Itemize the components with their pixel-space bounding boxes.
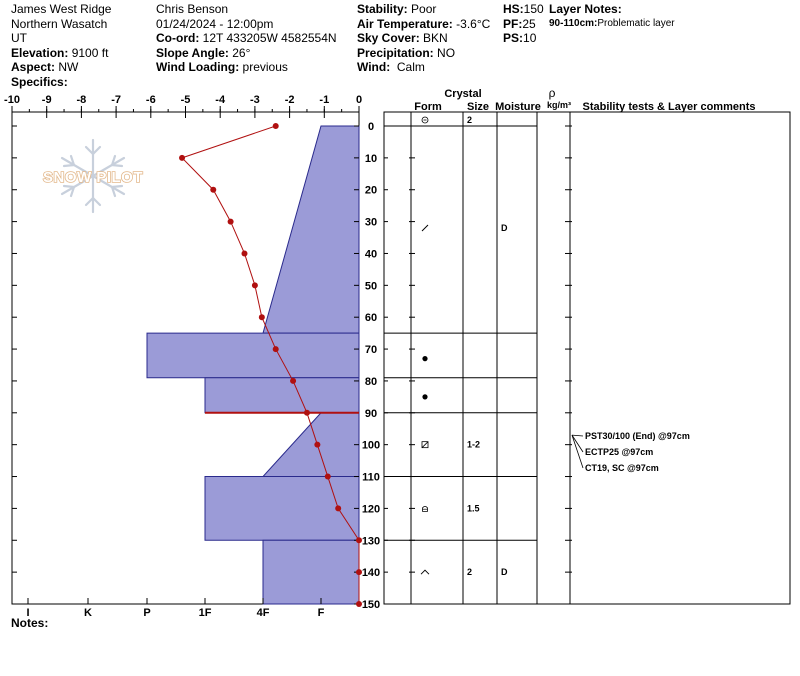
temperature-point [273, 346, 279, 352]
temperature-point [290, 378, 296, 384]
temp-tick-label: -10 [4, 94, 20, 106]
depth-tick-label: 90 [364, 407, 378, 420]
wind-loading: Wind Loading: previous [156, 60, 288, 74]
slope-angle: Slope Angle: 26° [156, 45, 251, 60]
temp-tick-label: -5 [180, 94, 191, 106]
mountain-range: Northern Wasatch [11, 16, 108, 31]
hardness-profile [147, 126, 359, 604]
hs: HS:150 [503, 2, 544, 16]
hardness-layer-1 [147, 333, 359, 378]
depth-tick-label: 40 [364, 248, 378, 261]
graupel-icon [422, 117, 428, 123]
temp-tick-label: -4 [215, 94, 226, 106]
crystal-size: 1-2 [467, 439, 481, 450]
temperature-point [273, 123, 279, 129]
stability-header: Stability tests & Layer comments [582, 101, 756, 113]
coordinates: Co-ord: 12T 433205W 4582554N [156, 31, 337, 45]
crystal-header: Crystal [444, 88, 482, 100]
datetime: 01/24/2024 - 12:00pm [156, 16, 274, 31]
location: James West Ridge [11, 2, 112, 16]
hardness-label: P [143, 607, 151, 619]
temp-tick-label: -7 [111, 94, 121, 106]
temp-tick-label: -2 [284, 94, 295, 106]
layer-notes-text: Problematic layer [597, 17, 675, 29]
depth-tick-label: 60 [364, 312, 378, 325]
stability-connector [572, 435, 583, 436]
depth-tick-label: 120 [361, 503, 381, 516]
form-header: Form [414, 101, 442, 113]
hardness-label: 1F [198, 607, 212, 619]
crystal-size: 2 [467, 567, 473, 578]
ice-icon [422, 356, 427, 361]
depth-tick-label: 0 [367, 121, 375, 133]
temp-tick-label: -8 [76, 94, 87, 106]
wind: Wind: Calm [357, 60, 425, 74]
stability-connector [572, 435, 583, 468]
temp-tick-label: -3 [250, 94, 260, 106]
temperature-point [252, 282, 258, 288]
sky-cover: Sky Cover: BKN [357, 31, 448, 45]
temperature-point [179, 155, 185, 161]
stability-test: PST30/100 (End) @97cm [585, 431, 690, 441]
size-header: Size [466, 101, 490, 113]
stability-test: CT19, SC @97cm [585, 463, 659, 473]
depth-tick-label: 80 [364, 375, 378, 388]
moisture-value: D [501, 567, 508, 578]
stability-connector [572, 435, 583, 452]
hardness-label: 4F [256, 607, 270, 619]
depth-tick-label: 130 [361, 535, 381, 548]
hardness-layer-2 [205, 378, 359, 413]
depth-tick-label: 150 [361, 599, 381, 611]
observer: Chris Benson [156, 2, 229, 16]
rho-header: ρ [548, 86, 556, 100]
depth-tick-label: 30 [364, 216, 378, 229]
moisture-header: Moisture [495, 101, 541, 113]
table-frame [384, 112, 790, 604]
depth-tick-label: 10 [364, 152, 378, 165]
temperature-point [228, 219, 234, 225]
temp-tick-label: -1 [319, 94, 330, 106]
notes-label: Notes: [11, 616, 49, 630]
temp-tick-label: -9 [41, 94, 52, 106]
depth-tick-label: 70 [364, 344, 378, 357]
logo-text: SNOW PILOT [43, 169, 143, 186]
air-temperature: Air Temperature: -3.6°C [357, 16, 491, 31]
aspect: Aspect: NW [11, 60, 79, 74]
hardness-label: K [84, 607, 92, 619]
elevation: Elevation: 9100 ft [11, 45, 109, 60]
hardness-label: I [26, 607, 30, 619]
temperature-point [241, 250, 247, 256]
mixed-forms-icon [422, 442, 428, 448]
ice-icon [422, 394, 427, 399]
temperature-point [314, 442, 320, 448]
state: UT [11, 31, 27, 45]
ps: PS:10 [503, 31, 537, 45]
crystal-size: 1.5 [467, 503, 480, 514]
depth-tick-label: 110 [362, 471, 380, 484]
decomposing-icon [422, 225, 428, 231]
depth-tick-label: 140 [361, 567, 381, 580]
hardness-layer-3 [263, 413, 359, 477]
temperature-point [259, 314, 265, 320]
temperature-point [335, 505, 341, 511]
depth-tick-label: 20 [364, 184, 378, 197]
precipitation: Precipitation: NO [357, 45, 456, 60]
temperature-point [210, 187, 216, 193]
density-header: kg/m³ [546, 100, 572, 110]
temp-tick-label: 0 [355, 94, 363, 106]
faceted-icon [423, 506, 428, 511]
snowpilot-logo [43, 140, 143, 212]
crystal-size: 2 [467, 115, 473, 125]
depth-hoar-icon [421, 570, 429, 574]
moisture-value: D [501, 222, 508, 233]
hardness-layer-0 [263, 126, 359, 333]
stability-test: ECTP25 @97cm [585, 447, 654, 457]
specifics: Specifics: [11, 74, 68, 89]
layer-notes-title: Layer Notes: [549, 2, 622, 16]
pf: PF:25 [503, 16, 536, 31]
temp-tick-label: -6 [145, 94, 156, 106]
layer-notes-depth: 90-110cm: [549, 17, 598, 29]
depth-tick-label: 100 [361, 439, 381, 452]
hardness-layer-5 [263, 540, 359, 604]
hardness-label: F [317, 607, 325, 619]
stability: Stability: Poor [357, 2, 437, 16]
depth-tick-label: 50 [364, 280, 378, 293]
